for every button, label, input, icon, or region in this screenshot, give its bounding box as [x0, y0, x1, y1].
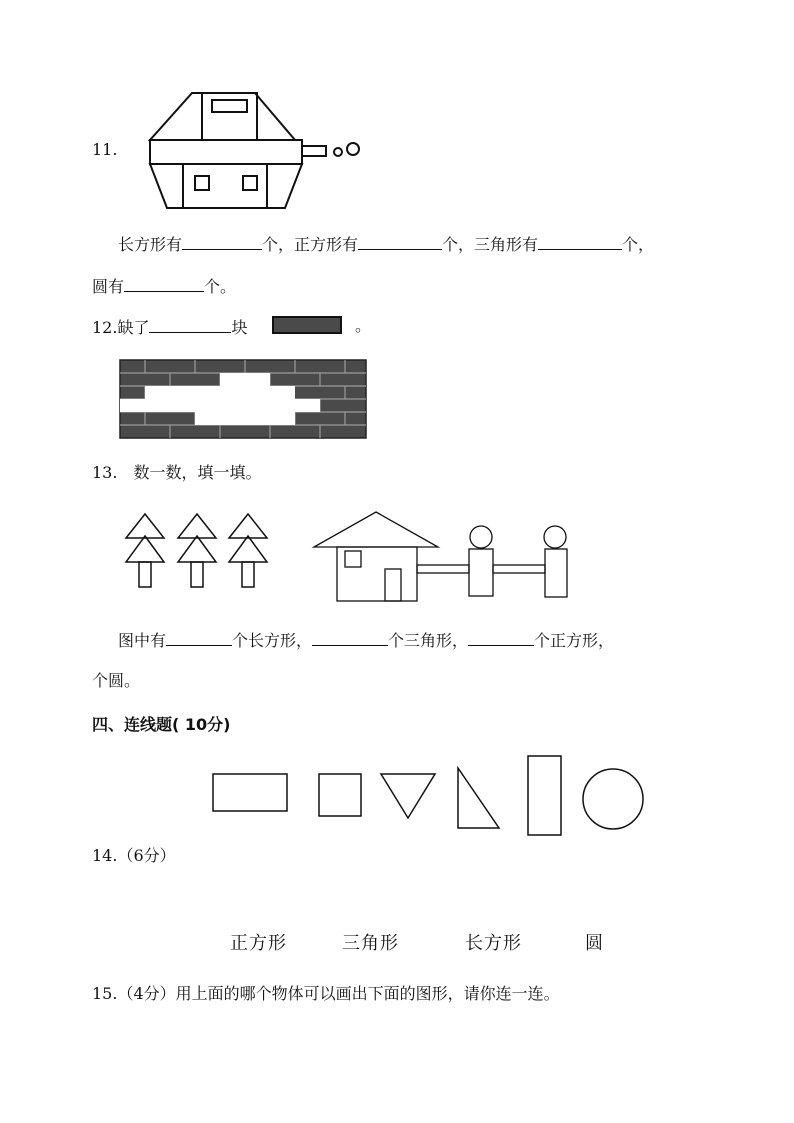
q12-period: 。 [355, 316, 372, 335]
shape-square [319, 774, 361, 816]
q11-text-rect: 长方形有 [118, 235, 183, 254]
q15-text: 15.（4分）用上面的哪个物体可以画出下面的图形，请你连一连。 [92, 984, 560, 1003]
shapes-row-figure [205, 750, 655, 845]
brick-wall-figure [120, 360, 368, 440]
single-brick-icon [272, 316, 342, 334]
post-right [545, 549, 567, 597]
post-left [469, 549, 493, 596]
q11-blank-triangle[interactable] [538, 233, 622, 250]
q13-line1 [118, 629, 614, 651]
q11-text-end: 个， [622, 235, 655, 254]
house-roof-triangle [314, 512, 438, 547]
big-circle [347, 143, 359, 155]
q12-text-missing: 12.缺了 [92, 318, 150, 337]
house-fence-figure [312, 510, 574, 605]
q14-label-rectangle: 长方形 [465, 933, 522, 954]
post-ball-left [470, 526, 492, 548]
hull-window-square-right [243, 176, 257, 190]
shape-rectangle-wide [213, 774, 287, 811]
q13-blank-square[interactable] [468, 629, 534, 646]
fence-rail-left [417, 565, 469, 573]
q11-line1 [118, 233, 654, 255]
section4-heading: 四、连线题( 10分) [92, 715, 231, 734]
tree-2 [178, 514, 216, 587]
shape-right-triangle [458, 768, 499, 828]
q13-blank-triangle[interactable] [312, 629, 388, 646]
q13-line2: 个圆。 [92, 671, 141, 690]
tree-3 [229, 514, 267, 587]
q11-vehicle-figure [145, 88, 365, 213]
barrel-rectangle [302, 146, 326, 156]
house-door-rectangle [385, 569, 401, 601]
shape-triangle-down [381, 774, 435, 818]
q11-number: 11. [92, 140, 118, 159]
small-circle [334, 148, 342, 156]
fence-rail-right [493, 565, 545, 573]
q14-number: 14.（6分） [92, 846, 176, 865]
hull-window-square-left [195, 176, 209, 190]
body-band-rectangle [150, 140, 302, 164]
q14-label-square: 正方形 [230, 933, 287, 954]
q12-blank[interactable] [149, 316, 231, 333]
q11-blank-rect[interactable] [182, 233, 262, 250]
turret-window-rectangle [212, 100, 247, 112]
q11-text-square: 个，正方形有 [262, 235, 359, 254]
q13-title: 13. 数一数，填一填。 [92, 463, 262, 482]
trees-figure [120, 510, 275, 590]
q12-line [92, 316, 247, 338]
house-body-rectangle [337, 547, 417, 601]
q14-label-circle: 圆 [585, 933, 604, 954]
lower-hull-trapezoid [150, 164, 302, 208]
shape-circle [583, 769, 643, 829]
q12-text-block: 块 [231, 318, 248, 337]
q13-text-intro: 图中有 [118, 631, 167, 650]
house-window-square [345, 551, 361, 567]
q11-text-triangle: 个，三角形有 [442, 235, 539, 254]
q11-text-circle-end: 个。 [204, 277, 237, 296]
tree-1 [126, 514, 164, 587]
q11-blank-square[interactable] [358, 233, 442, 250]
q14-label-triangle: 三角形 [342, 933, 399, 954]
q11-blank-circle[interactable] [124, 275, 204, 292]
q13-text-square: 个正方形， [534, 631, 615, 650]
q13-blank-rect[interactable] [166, 629, 232, 646]
q11-line2 [92, 275, 236, 297]
q13-text-rect: 个长方形， [232, 631, 313, 650]
post-ball-right [544, 526, 566, 548]
shape-rectangle-tall [528, 756, 561, 835]
q13-text-triangle: 个三角形， [388, 631, 469, 650]
q11-text-circle: 圆有 [92, 277, 125, 296]
